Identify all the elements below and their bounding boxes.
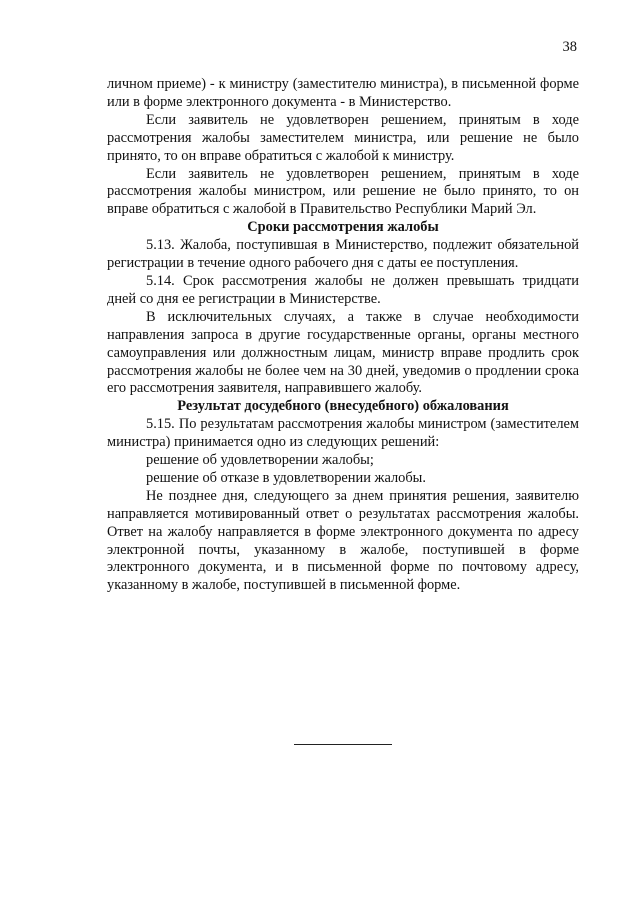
section-heading-review-terms: Сроки рассмотрения жалобы [247, 219, 439, 236]
paragraph-continuation: личном приеме) - к министру (заместителю министра), в письменной форме или в форме электронного документа - в Министерство. [107, 76, 579, 110]
decision-option-satisfy: решение об удовлетворении жалобы; [146, 452, 374, 469]
document-body [107, 76, 579, 595]
section-heading-appeal-result: Результат досудебного (внесудебного) обжалования [177, 398, 509, 415]
paragraph-appeal-minister: Если заявитель не удовлетворен решением, принятым в ходе рассмотрения жалобы министром, или решение не было принято, то он вправе обратиться с жалобой в Правительство Республики Марий Эл. [107, 165, 579, 218]
paragraph-5-15: 5.15. По результатам рассмотрения жалобы министром (заместителем министра) принимается одно из следующих решений: [107, 416, 579, 451]
paragraph-5-13: 5.13. Жалоба, поступившая в Министерство, подлежит обязательной регистрации в течение одного рабочего дня с даты ее поступления. [107, 237, 579, 272]
paragraph-exceptional-cases: В исключительных случаях, а также в случае необходимости направления запроса в другие государственные органы, органы местного самоуправления или должностным лицам, министр вправе продлить срок рассмотрения жалобы не более чем на 30 дней, уведомив о продлении срока его рассмотрения заявителя, направившего жалобу. [107, 308, 579, 397]
paragraph-5-14: 5.14. Срок рассмотрения жалобы не должен превышать тридцати дней со дня ее регистрации в Министерстве. [107, 272, 579, 307]
paragraph-appeal-deputy: Если заявитель не удовлетворен решением, принятым в ходе рассмотрения жалобы заместителем министра, или решение не было принято, то он вправе обратиться с жалобой к министру. [107, 111, 579, 164]
page-number: 38 [562, 39, 577, 55]
decision-option-refuse: решение об отказе в удовлетворении жалобы. [146, 469, 426, 486]
paragraph-response-delivery: Не позднее дня, следующего за днем принятия решения, заявителю направляется мотивированный ответ о результатах рассмотрения жалобы. Ответ на жалобу направляется в форме электронного документа по адресу электронной почты, указанному в жалобе, поступившей в форме электронного документа, и в письменной форме по почтовому адресу, указанному в жалобе, поступившей в письменной форме. [107, 487, 579, 594]
closing-rule [294, 744, 392, 745]
